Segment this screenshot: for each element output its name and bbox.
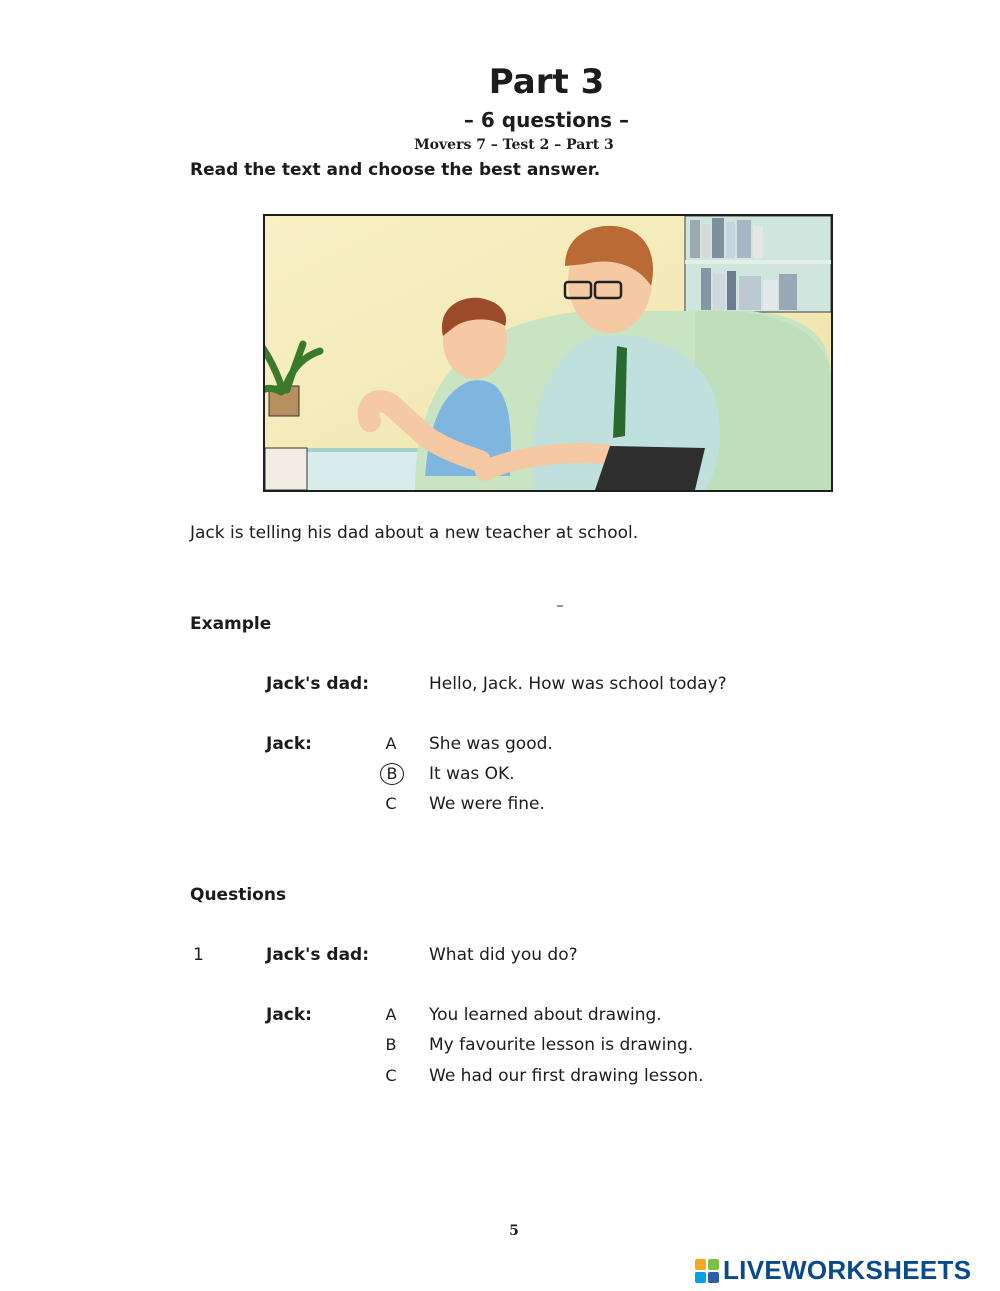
answer-option-letter[interactable]: A <box>385 1005 397 1024</box>
question-prompt-text: What did you do? <box>429 945 578 965</box>
answer-option-text[interactable]: We had our first drawing lesson. <box>429 1066 704 1086</box>
logo-square <box>695 1272 706 1283</box>
intro-text: Jack is telling his dad about a new teacher at school. <box>190 523 639 543</box>
example-option-text: We were fine. <box>429 794 545 814</box>
answer-option-letter[interactable]: C <box>385 1066 397 1085</box>
logo-square <box>695 1259 706 1270</box>
question-number: 1 <box>193 945 204 965</box>
answer-option-text[interactable]: My favourite lesson is drawing. <box>429 1035 694 1055</box>
example-answer-speaker: Jack: <box>266 734 312 754</box>
father-son-illustration <box>265 216 831 490</box>
question-count: – 6 questions – <box>463 108 630 132</box>
scan-speck <box>557 605 563 607</box>
questions-heading: Questions <box>190 885 287 905</box>
test-source: Movers 7 – Test 2 – Part 3 <box>414 137 614 153</box>
example-option-letter: C <box>385 794 397 813</box>
logo-square <box>708 1259 719 1270</box>
watermark-text: LIVEWORKSHEETS <box>723 1255 972 1285</box>
page-number: 5 <box>509 1223 519 1239</box>
example-selected-answer: B <box>380 763 404 785</box>
example-option-text: It was OK. <box>429 764 515 784</box>
example-option-letter: A <box>385 734 397 753</box>
answer-option-text[interactable]: You learned about drawing. <box>429 1005 662 1025</box>
answer-option-letter[interactable]: B <box>385 1035 397 1054</box>
illustration <box>263 214 833 492</box>
example-option-text: She was good. <box>429 734 553 754</box>
example-heading: Example <box>190 614 272 634</box>
watermark <box>695 1255 971 1286</box>
instruction: Read the text and choose the best answer. <box>190 160 601 180</box>
liveworksheets-logo-icon <box>695 1259 719 1283</box>
page-title: Part 3 <box>488 62 605 102</box>
question-answer-speaker: Jack: <box>266 1005 312 1025</box>
example-prompt-speaker: Jack's dad: <box>266 674 370 694</box>
example-prompt-text: Hello, Jack. How was school today? <box>429 674 727 694</box>
logo-square <box>708 1272 719 1283</box>
question-prompt-speaker: Jack's dad: <box>266 945 370 965</box>
